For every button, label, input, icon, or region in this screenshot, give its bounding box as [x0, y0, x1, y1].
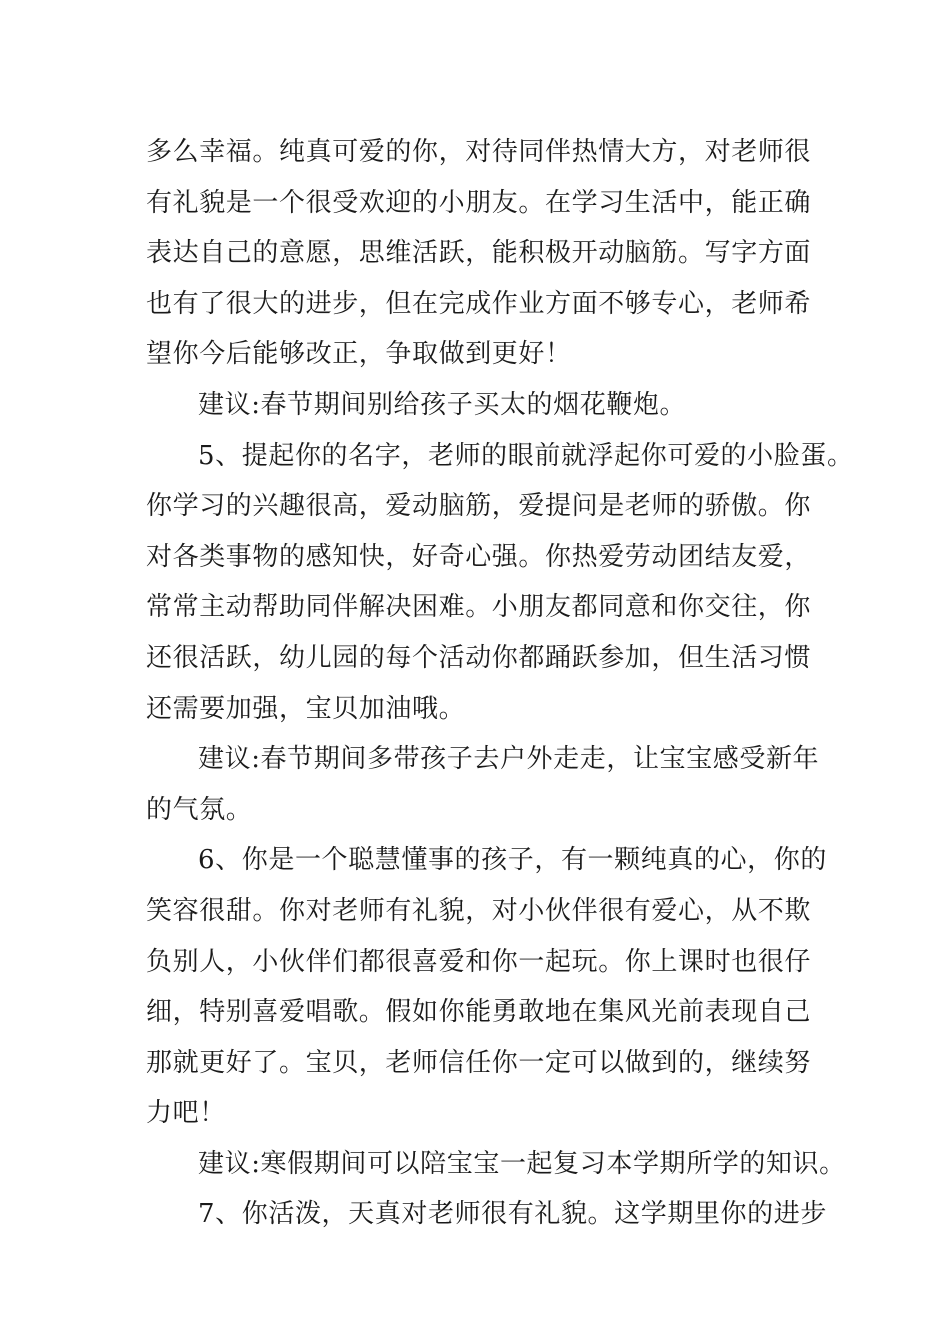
- text-line: 那就更好了。宝贝，老师信任你一定可以做到的，继续努: [146, 1047, 812, 1078]
- suggestion-line: 建议:春节期间多带孩子去户外走走，让宝宝感受新年: [198, 744, 820, 775]
- text-line: 有礼貌是一个很受欢迎的小朋友。在学习生活中，能正确: [146, 187, 812, 218]
- text-line: 细，特别喜爱唱歌。假如你能勇敢地在集风光前表现自己: [146, 997, 812, 1028]
- text-line: 也有了很大的进步，但在完成作业方面不够专心，老师希: [146, 288, 812, 319]
- suggestion-line: 建议:寒假期间可以陪宝宝一起复习本学期所学的知识。: [198, 1148, 846, 1179]
- text-line: 多么幸福。纯真可爱的你，对待同伴热情大方，对老师很: [146, 137, 812, 167]
- text-line: 表达自己的意愿，思维活跃，能积极开动脑筋。写字方面: [146, 238, 812, 269]
- text-line: 还很活跃，幼儿园的每个活动你都踊跃参加，但生活习惯: [146, 642, 812, 673]
- text-line: 常常主动帮助同伴解决困难。小朋友都同意和你交往，你: [146, 592, 812, 623]
- text-line: 还需要加强，宝贝加油哦。: [146, 693, 466, 724]
- text-line: 力吧！: [146, 1098, 226, 1129]
- document-body: [146, 127, 854, 1240]
- text-line: 负别人，小伙伴们都很喜爱和你一起玩。你上课时也很仔: [146, 946, 812, 977]
- text-line: 笑容很甜。你对老师有礼貌，对小伙伴很有爱心，从不欺: [146, 895, 812, 926]
- paragraph-start-line: 6、你是一个聪慧懂事的孩子，有一颗纯真的心，你的: [198, 845, 827, 876]
- text-line: 的气氛。: [146, 794, 253, 825]
- text-line: 对各类事物的感知快，好奇心强。你热爱劳动团结友爱，: [146, 541, 812, 572]
- suggestion-line: 建议:春节期间别给孩子买太的烟花鞭炮。: [198, 389, 687, 420]
- paragraph-start-line: 5、提起你的名字，老师的眼前就浮起你可爱的小脸蛋。: [198, 440, 854, 471]
- text-line: 你学习的兴趣很高，爱动脑筋，爱提问是老师的骄傲。你: [146, 491, 812, 522]
- paragraph-start-line: 7、你活泼，天真对老师很有礼貌。这学期里你的进步: [198, 1199, 827, 1230]
- text-line: 望你今后能够改正，争取做到更好！: [146, 339, 572, 370]
